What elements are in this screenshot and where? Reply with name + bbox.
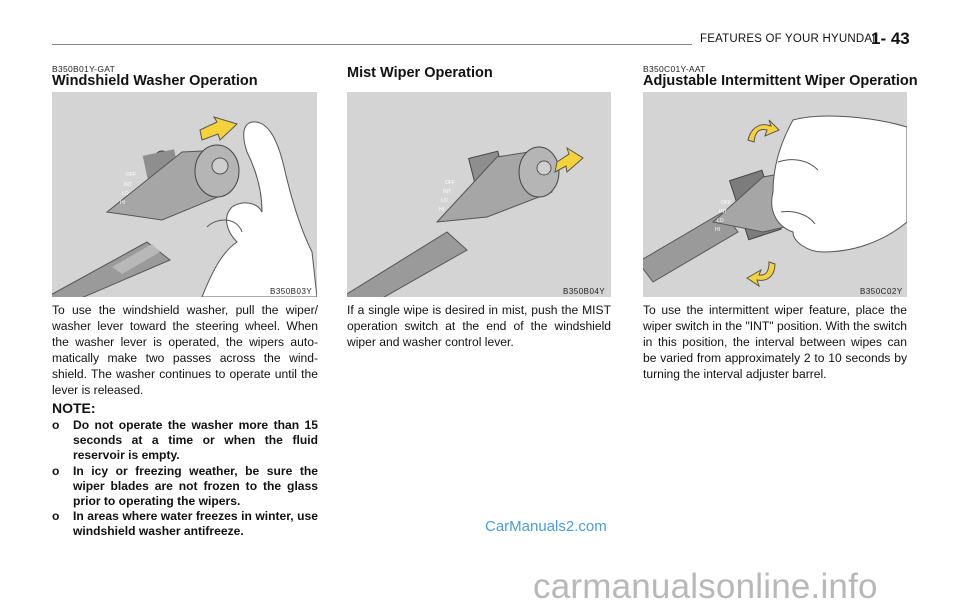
lever-label-off: OFF (126, 172, 136, 178)
lever-label-int: INT (124, 182, 133, 188)
pull-arrow-icon (200, 117, 237, 140)
lever-label-int: INT (719, 209, 728, 215)
lever-label-hi: HI (715, 227, 720, 233)
footer-watermark: carmanualsonline.info (533, 567, 878, 606)
mist-body-text: If a single wipe is desired in mist, push the MIST operation switch at the end of the windshield wiper and washer control lever. (347, 303, 611, 350)
lever-label-int: INT (443, 189, 452, 195)
header-rule (52, 44, 692, 45)
section-heading: Windshield Washer Operation (52, 73, 258, 89)
note-list (52, 418, 318, 540)
rotate-down-arrow-icon (747, 262, 775, 286)
note-item: o In areas where water freezes in winter, use windshield washer antifreeze. (52, 509, 318, 539)
lever-label-off: OFF (445, 180, 455, 186)
section-title: FEATURES OF YOUR HYUNDAI (700, 33, 876, 45)
figure-code: B350B04Y (563, 287, 606, 296)
figure-code: B350C02Y (860, 287, 903, 296)
section-heading: Mist Wiper Operation (347, 65, 493, 81)
lever-label-hi: HI (120, 200, 125, 206)
bullet-glyph: o (52, 509, 60, 524)
figure-code: B350B03Y (270, 287, 313, 296)
mist-figure (347, 92, 611, 297)
page-number: 1- 43 (871, 29, 910, 48)
lever-label-lo: LO (122, 191, 129, 197)
note-item: o In icy or freezing weather, be sure the wiper blades are not frozen to the glass prior to operating the wipers. (52, 463, 318, 509)
section-code: B350C01Y-AAT (643, 64, 706, 74)
bullet-glyph: o (52, 418, 60, 432)
note-item: o Do not operate the washer more than 15 seconds at a time or when the fluid reservoir is empty. (52, 418, 318, 463)
section-code: B350B01Y-GAT (52, 64, 116, 74)
bullet-glyph: o (52, 463, 60, 478)
intermittent-figure (643, 92, 907, 297)
intermittent-body-text: To use the intermittent wiper feature, place the wiper switch in the "INT" position. With the switch in this position, the interval between wipes can be varied from approximately 2 to 10 seconds by turning the interval adjuster barrel. (643, 303, 907, 382)
watermark-link[interactable]: CarManuals2.com (485, 518, 607, 535)
lever-label-off: OFF (721, 200, 731, 206)
lever-label-lo: LO (717, 218, 724, 224)
lever-label-hi: HI (439, 207, 444, 213)
note-title: NOTE: (52, 400, 96, 416)
push-arrow-icon (555, 148, 583, 172)
washer-figure (52, 92, 317, 297)
section-heading: Adjustable Intermittent Wiper Operation (643, 73, 918, 89)
rotate-up-arrow-icon (748, 120, 779, 142)
lever-label-lo: LO (441, 198, 448, 204)
washer-body-text: To use the windshield washer, pull the wiper/ washer lever toward the steering wheel. When the washer lever is operated, the wipers auto- matically make two passes across the wind- shield. The washer continues to operate until the lever is released. (52, 303, 318, 398)
